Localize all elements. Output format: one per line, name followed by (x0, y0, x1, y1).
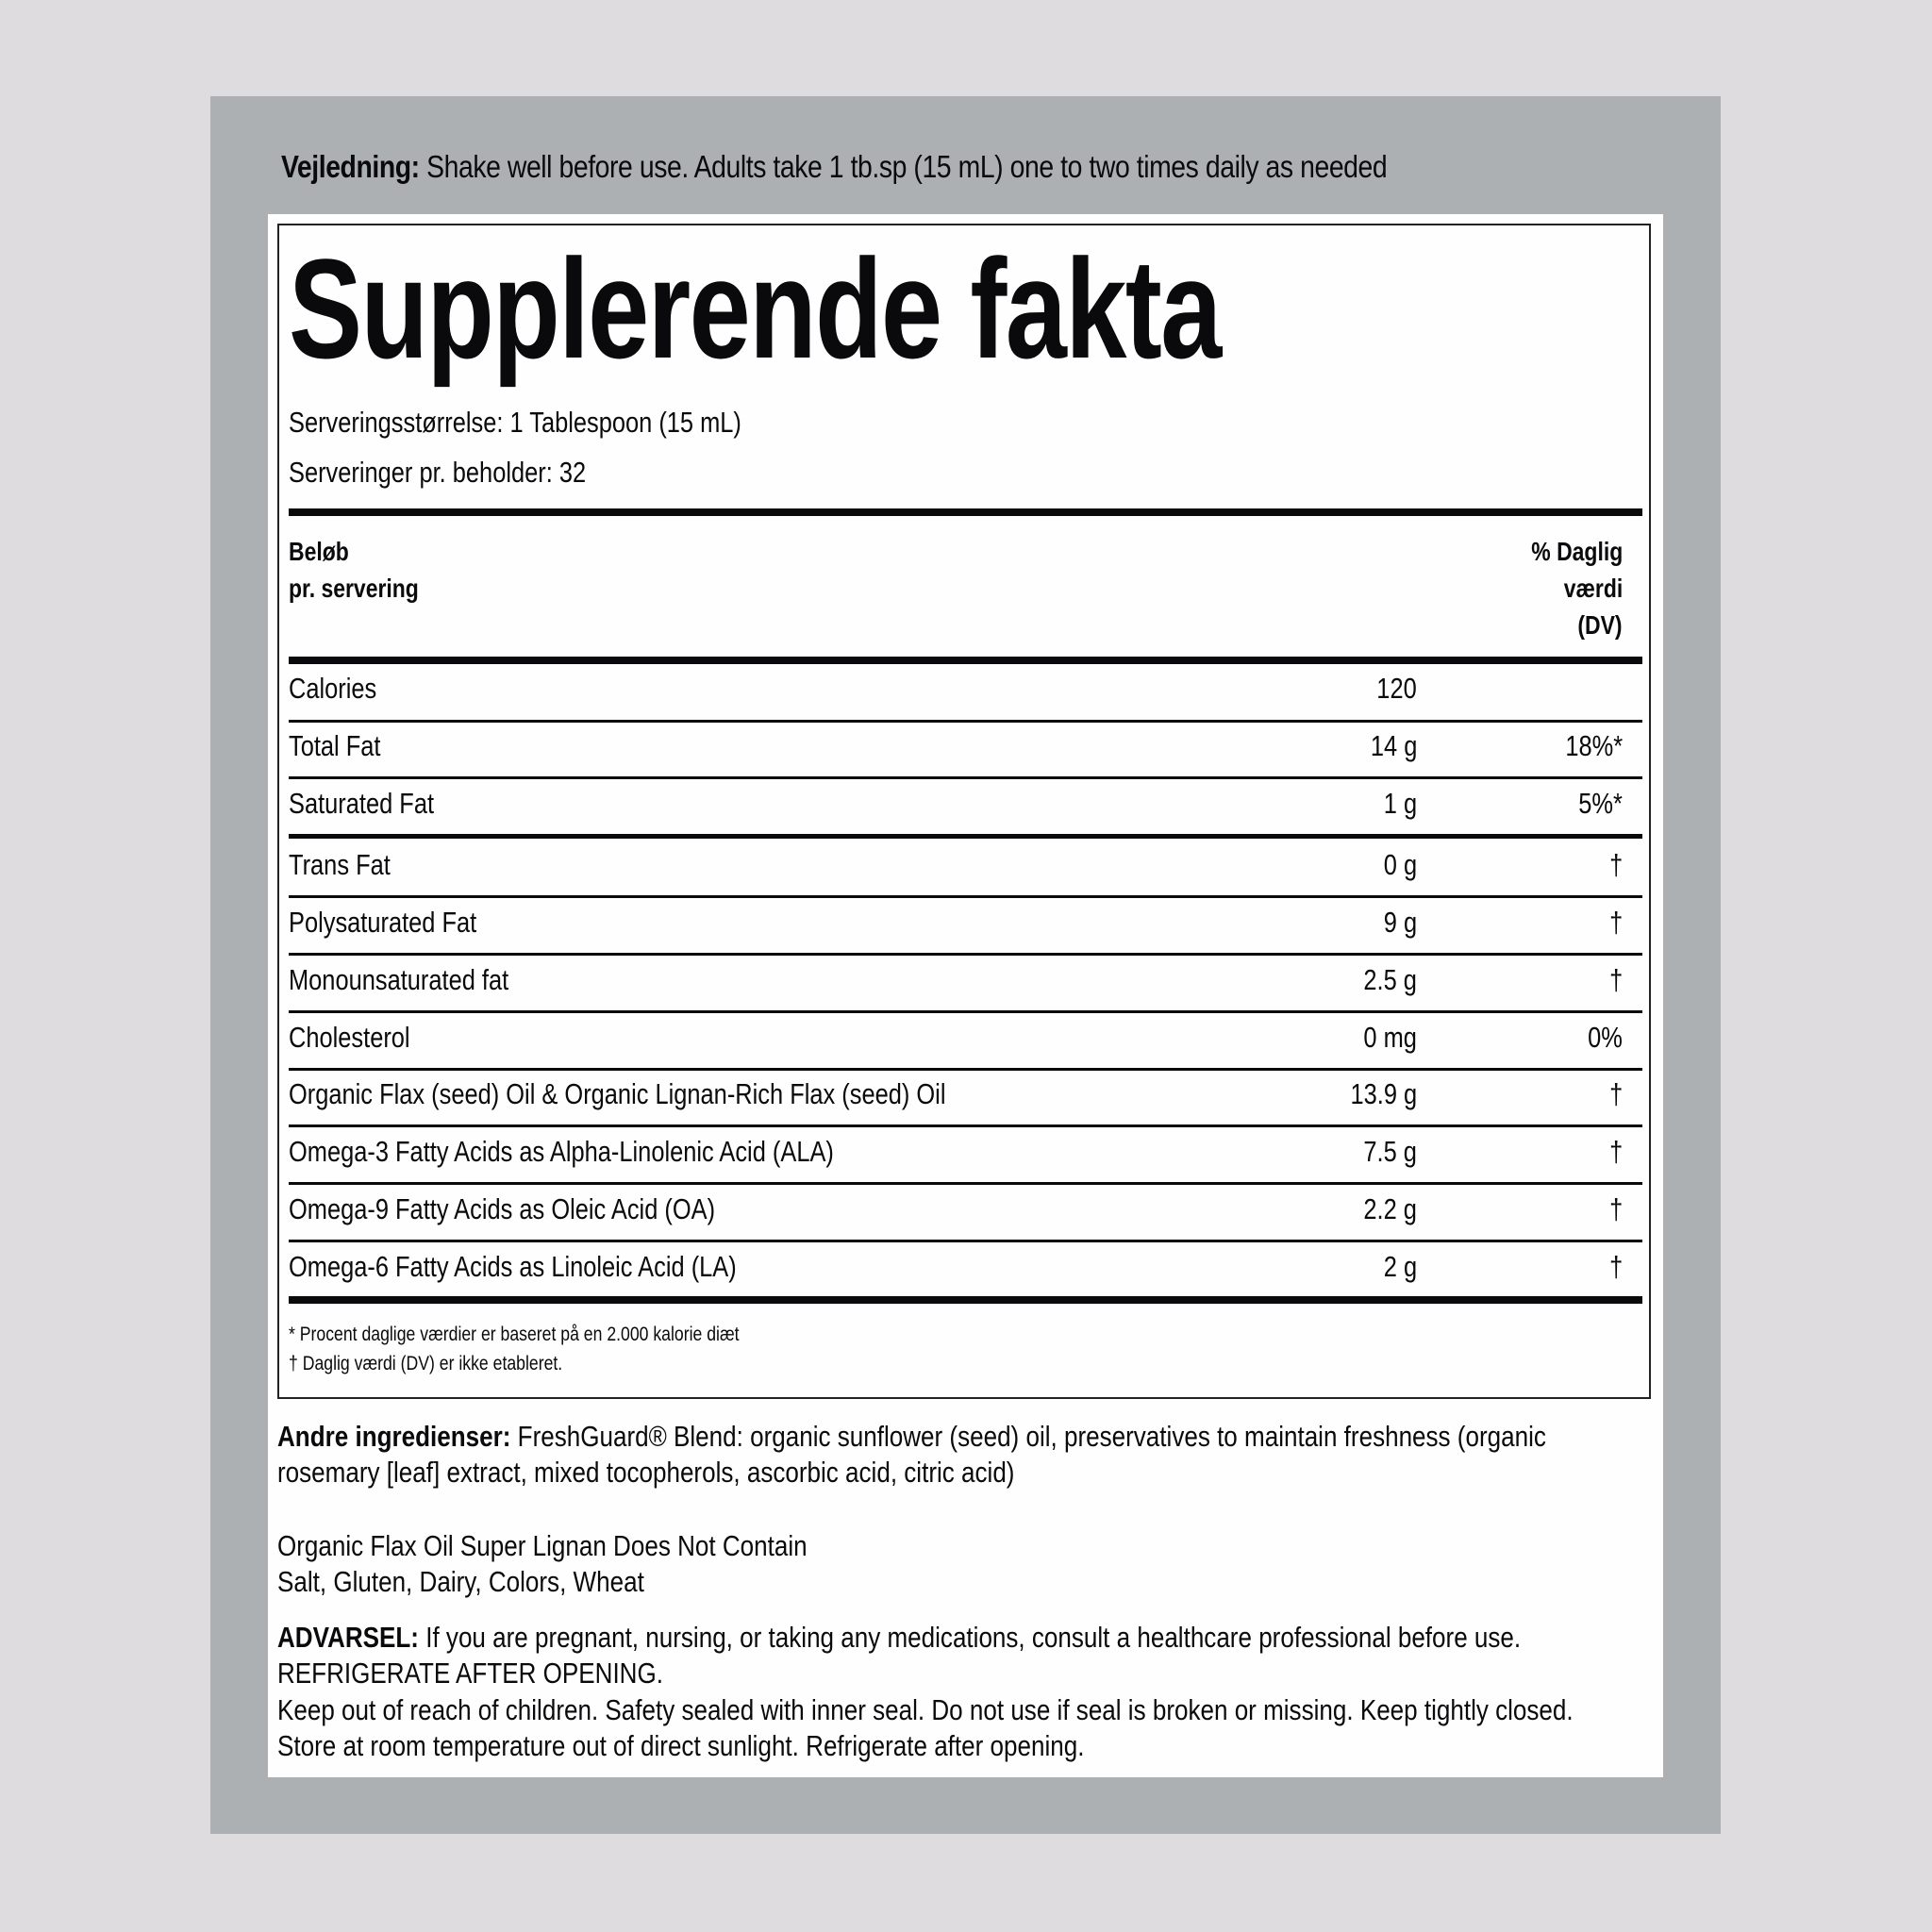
row-amount-polysaturated-fat: 9 g (1383, 906, 1417, 939)
warning (277, 1621, 1521, 1655)
row-name-cholesterol: Cholesterol (289, 1021, 410, 1054)
other-ingredients (277, 1420, 1546, 1454)
divider-medium (289, 834, 1642, 839)
divider (289, 1124, 1642, 1127)
row-name-omega-3: Omega-3 Fatty Acids as Alpha-Linolenic Acid (ALA) (289, 1135, 834, 1168)
row-amount-total-fat: 14 g (1370, 729, 1417, 762)
row-dv-omega-6: † (1608, 1250, 1623, 1283)
divider (289, 1068, 1642, 1071)
directions-text: Shake well before use. Adults take 1 tb.sp (15 mL) one to two times daily as needed (419, 149, 1388, 184)
divider (289, 1010, 1642, 1013)
does-not-contain-line1: Organic Flax Oil Super Lignan Does Not Contain (277, 1529, 808, 1562)
header-dv-line1: % Daglig (1531, 537, 1623, 566)
row-name-omega-6: Omega-6 Fatty Acids as Linoleic Acid (LA) (289, 1250, 737, 1283)
warning-line2: REFRIGERATE AFTER OPENING. (277, 1657, 663, 1690)
row-name-monounsaturated-fat: Monounsaturated fat (289, 963, 509, 996)
footnote-dv-not-established: † Daglig værdi (DV) er ikke etableret. (289, 1353, 563, 1374)
warning-line4: Store at room temperature out of direct sunlight. Refrigerate after opening. (277, 1729, 1085, 1762)
row-dv-omega-9: † (1608, 1192, 1623, 1225)
other-ingredients-line1: FreshGuard® Blend: organic sunflower (seed) oil, preservatives to maintain freshness (organic (510, 1420, 1546, 1453)
row-dv-trans-fat: † (1608, 848, 1623, 881)
divider (289, 953, 1642, 956)
row-name-total-fat: Total Fat (289, 729, 381, 762)
divider (289, 776, 1642, 779)
row-name-calories: Calories (289, 672, 377, 705)
other-ingredients-label: Andre ingredienser: (277, 1420, 511, 1453)
row-name-omega-9: Omega-9 Fatty Acids as Oleic Acid (OA) (289, 1192, 716, 1225)
row-dv-flax-oil: † (1608, 1077, 1623, 1110)
row-amount-omega-9: 2.2 g (1363, 1192, 1417, 1225)
row-amount-saturated-fat: 1 g (1383, 787, 1417, 820)
warning-line3: Keep out of reach of children. Safety sealed with inner seal. Do not use if seal is broken or missing. Keep tightly closed. (277, 1693, 1574, 1726)
row-amount-monounsaturated-fat: 2.5 g (1363, 963, 1417, 996)
row-amount-cholesterol: 0 mg (1363, 1021, 1417, 1054)
row-dv-polysaturated-fat: † (1608, 906, 1623, 939)
directions-label: Vejledning: (281, 149, 420, 184)
row-amount-flax-oil: 13.9 g (1350, 1077, 1417, 1110)
row-dv-cholesterol: 0% (1588, 1021, 1623, 1054)
serving-size: Serveringsstørrelse: 1 Tablespoon (15 mL) (289, 406, 741, 439)
divider (289, 1240, 1642, 1242)
row-amount-calories: 120 (1376, 672, 1417, 705)
row-dv-omega-3: † (1608, 1135, 1623, 1168)
header-amount-line1: Beløb (289, 537, 349, 566)
facts-title: Supplerende fakta (289, 229, 1221, 388)
row-name-polysaturated-fat: Polysaturated Fat (289, 906, 477, 939)
divider-thick (289, 1296, 1642, 1304)
row-name-flax-oil: Organic Flax (seed) Oil & Organic Lignan-Rich Flax (seed) Oil (289, 1077, 946, 1110)
warning-line1: If you are pregnant, nursing, or taking any medications, consult a healthcare professional before use. (418, 1621, 1522, 1654)
warning-label: ADVARSEL: (277, 1621, 419, 1654)
servings-per-container: Serveringer pr. beholder: 32 (289, 456, 587, 489)
row-dv-total-fat: 18%* (1565, 729, 1623, 762)
row-amount-omega-6: 2 g (1383, 1250, 1417, 1283)
divider-thick (289, 508, 1642, 516)
row-dv-saturated-fat: 5%* (1578, 787, 1623, 820)
row-name-saturated-fat: Saturated Fat (289, 787, 435, 820)
does-not-contain-line2: Salt, Gluten, Dairy, Colors, Wheat (277, 1565, 644, 1598)
row-name-trans-fat: Trans Fat (289, 848, 391, 881)
header-dv-line3: (DV) (1577, 610, 1623, 640)
row-dv-monounsaturated-fat: † (1608, 963, 1623, 996)
divider (289, 895, 1642, 898)
header-amount-line2: pr. servering (289, 574, 419, 603)
divider-thick (289, 657, 1642, 664)
row-amount-omega-3: 7.5 g (1363, 1135, 1417, 1168)
directions (281, 149, 1387, 185)
footnote-daily-value: * Procent daglige værdier er baseret på en 2.000 kalorie diæt (289, 1324, 740, 1345)
other-ingredients-line2: rosemary [leaf] extract, mixed tocopherols, ascorbic acid, citric acid) (277, 1456, 1015, 1489)
row-amount-trans-fat: 0 g (1383, 848, 1417, 881)
header-dv-line2: værdi (1563, 574, 1623, 603)
divider (289, 720, 1642, 723)
divider (289, 1182, 1642, 1185)
